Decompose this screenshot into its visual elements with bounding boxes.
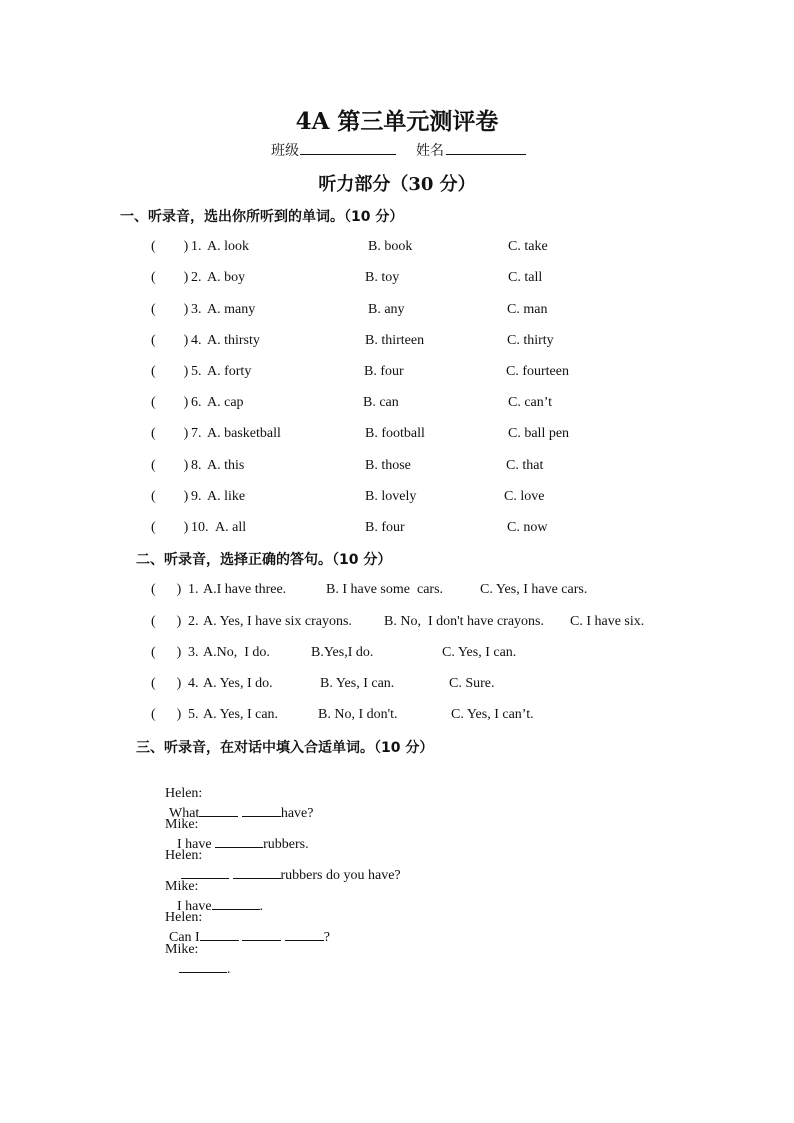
answer-paren[interactable]: ( )	[151, 582, 182, 597]
option-b: B. No, I don't.	[318, 707, 398, 722]
option-c: C. Yes, I have cars.	[480, 582, 588, 597]
option-b: B. Yes, I can.	[320, 676, 395, 691]
answer-paren[interactable]: ( )	[151, 333, 189, 348]
section2-heading: 二、听录音，选择正确的答句。（10 分）	[136, 552, 392, 568]
item-number: 2.	[191, 270, 202, 285]
option-c: C. love	[504, 489, 545, 504]
answer-paren[interactable]: ( )	[151, 270, 189, 285]
item-number: 5.	[191, 364, 202, 379]
option-c: C. tall	[508, 270, 543, 285]
option-c: C. that	[506, 458, 544, 473]
option-a: A.No, I do.	[203, 645, 270, 660]
answer-paren[interactable]: ( )	[151, 614, 182, 629]
option-c: C. I have six.	[570, 614, 645, 629]
option-b: B. four	[365, 520, 405, 535]
option-a: A. this	[207, 458, 245, 473]
option-a: A. thirsty	[207, 333, 260, 348]
option-c: C. fourteen	[506, 364, 569, 379]
answer-paren[interactable]: ( )	[151, 645, 182, 660]
speaker-name: Mike:	[165, 817, 199, 832]
option-c: C. Sure.	[449, 676, 495, 691]
option-b: B.Yes,I do.	[311, 645, 374, 660]
option-b: B. I have some cars.	[326, 582, 444, 597]
option-b: B. four	[364, 364, 404, 379]
item-number: 7.	[191, 426, 202, 441]
item-number: 4.	[188, 676, 199, 691]
answer-blank[interactable]	[242, 926, 281, 941]
item-number: 3.	[188, 645, 199, 660]
answer-paren[interactable]: ( )	[151, 426, 189, 441]
line-text: rubbers do you have?	[280, 868, 401, 883]
name-label: 姓名	[416, 144, 444, 159]
option-a: A. forty	[207, 364, 252, 379]
option-a: A. all	[215, 520, 247, 535]
dialogue-line	[151, 926, 231, 994]
line-text: have?	[280, 806, 314, 821]
answer-blank[interactable]	[285, 926, 324, 941]
option-c: C. Yes, I can’t.	[451, 707, 534, 722]
option-b: B. can	[363, 395, 399, 410]
item-number: 5.	[188, 707, 199, 722]
line-text: rubbers.	[263, 837, 309, 852]
answer-paren[interactable]: ( )	[151, 707, 182, 722]
answer-blank[interactable]	[179, 958, 227, 973]
class-label: 班级	[271, 144, 299, 159]
speaker-name: Mike:	[165, 942, 199, 957]
option-b: B. any	[368, 302, 405, 317]
option-b: B. book	[368, 239, 413, 254]
option-c: C. take	[508, 239, 548, 254]
speaker-name: Helen:	[165, 848, 203, 863]
option-a: A. look	[207, 239, 249, 254]
section-subtitle: 听力部分（30 分）	[318, 174, 476, 195]
option-a: A. cap	[207, 395, 244, 410]
answer-paren[interactable]: ( )	[151, 458, 189, 473]
option-a: A. Yes, I do.	[203, 676, 273, 691]
option-a: A. boy	[207, 270, 246, 285]
option-b: B. football	[365, 426, 425, 441]
line-text: What	[169, 806, 200, 821]
option-c: C. can’t	[508, 395, 553, 410]
option-a: A. Yes, I have six crayons.	[203, 614, 352, 629]
line-text: .	[259, 899, 264, 914]
line-text: Can I	[169, 930, 200, 945]
answer-paren[interactable]: ( )	[151, 239, 189, 254]
option-b: B. toy	[365, 270, 400, 285]
speaker-name: Helen:	[165, 910, 203, 925]
option-a: A. Yes, I can.	[203, 707, 279, 722]
answer-paren[interactable]: ( )	[151, 676, 182, 691]
item-number: 10.	[191, 520, 209, 535]
option-c: C. Yes, I can.	[442, 645, 517, 660]
answer-paren[interactable]: ( )	[151, 302, 189, 317]
option-c: C. now	[507, 520, 548, 535]
option-c: C. man	[507, 302, 548, 317]
item-number: 1.	[188, 582, 199, 597]
item-number: 1.	[191, 239, 202, 254]
option-a: A. many	[207, 302, 256, 317]
line-text: I have	[177, 837, 216, 852]
option-a: A.I have three.	[203, 582, 287, 597]
item-number: 2.	[188, 614, 199, 629]
line-text: I have	[177, 899, 212, 914]
option-a: A. basketball	[207, 426, 281, 441]
option-a: A. like	[207, 489, 246, 504]
answer-paren[interactable]: ( )	[151, 520, 189, 535]
option-c: C. ball pen	[508, 426, 570, 441]
option-b: B. those	[365, 458, 411, 473]
item-number: 6.	[191, 395, 202, 410]
option-b: B. lovely	[365, 489, 417, 504]
speaker-name: Helen:	[165, 786, 203, 801]
option-b: B. thirteen	[365, 333, 425, 348]
item-number: 3.	[191, 302, 202, 317]
section3-heading: 三、听录音，在对话中填入合适单词。（10 分）	[136, 740, 434, 756]
section1-heading: 一、听录音，选出你所听到的单词。（10 分）	[120, 209, 404, 225]
speaker-name: Mike:	[165, 879, 199, 894]
option-c: C. thirty	[507, 333, 554, 348]
line-text: .	[227, 962, 231, 977]
answer-paren[interactable]: ( )	[151, 395, 189, 410]
line-text: ?	[323, 930, 330, 945]
option-b: B. No, I don't have crayons.	[384, 614, 544, 629]
name-blank[interactable]	[446, 140, 526, 155]
answer-paren[interactable]: ( )	[151, 489, 189, 504]
class-blank[interactable]	[300, 140, 396, 155]
item-number: 4.	[191, 333, 202, 348]
page-title: 4A 第三单元测评卷	[295, 108, 499, 135]
item-number: 8.	[191, 458, 202, 473]
item-number: 9.	[191, 489, 202, 504]
answer-paren[interactable]: ( )	[151, 364, 189, 379]
